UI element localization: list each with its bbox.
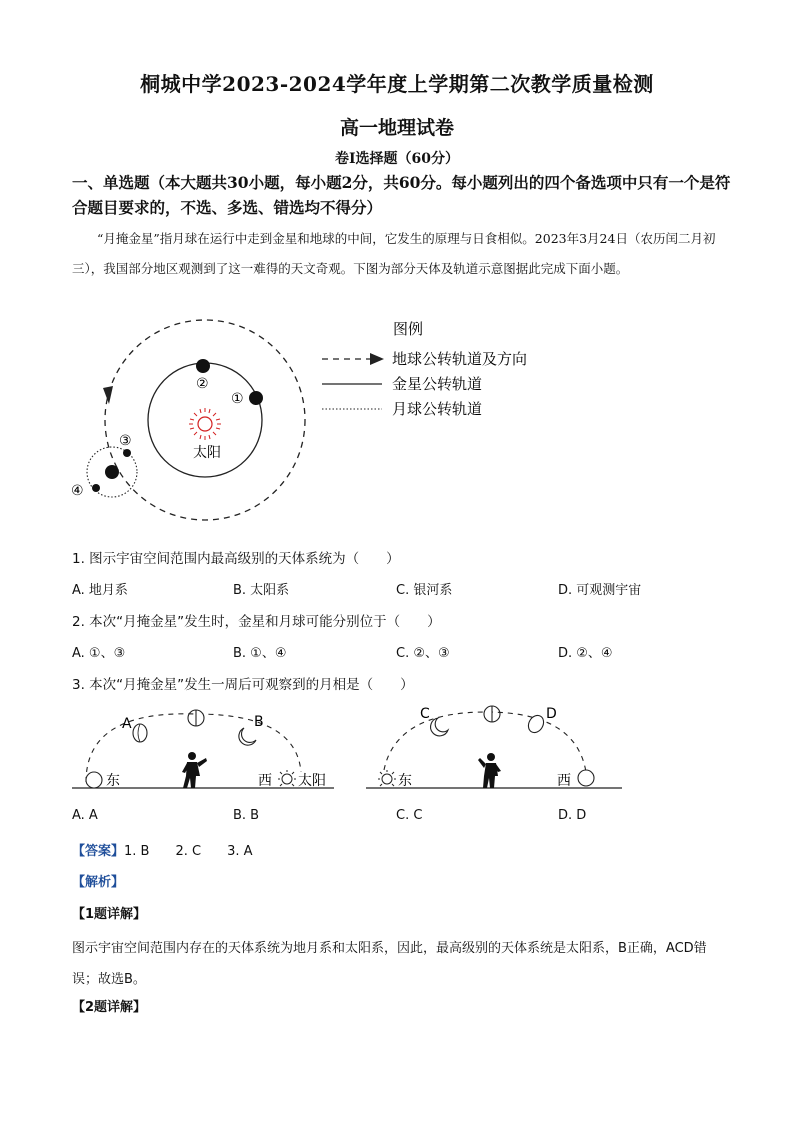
q1-detail-text: 图示宇宙空间范围内存在的天体系统为地月系和太阳系，因此，最高级别的天体系统是太阳系，B正确，ACD错误；故选B。 [72,941,707,987]
moon-phase-panel-right [366,706,622,789]
venus-position-2 [196,359,210,373]
label-b: B [254,714,264,730]
sun-east-icon [378,770,396,786]
q1-option-c: C. 银河系 [396,583,453,598]
half-moon-right-icon [484,706,500,722]
q3-option-a: A. A [72,808,98,823]
observer-left-icon [182,752,207,788]
q2-option-b: B. ①、④ [233,646,287,661]
question-2-stem: 2. 本次“月掩金星”发生时，金星和月球可能分别位于（ ） [72,614,441,630]
observer-right-icon [478,753,501,788]
analysis-tag: 【解析】 [72,875,125,890]
q1-option-b: B. 太阳系 [233,583,290,598]
q2-option-d: D. ②、④ [558,646,613,661]
sun-label: 太阳 [193,445,221,461]
half-moon-left-icon [188,710,204,726]
q2-option-a: A. ①、③ [72,646,126,661]
exam-subtitle: 高一地理试卷 [339,117,454,139]
question-3-stem: 3. 本次“月掩金星”发生一周后可观察到的月相是（ ） [72,677,414,693]
east-label-right: 东 [398,773,412,789]
label-d: D [546,706,557,722]
answer-text: 1. B 2. C 3. A [124,844,253,859]
legend-moon-label: 月球公转轨道 [392,400,483,418]
earth-orbit [105,320,305,520]
exam-title: 桐城中学2023-2024学年度上学期第二次教学质量检测 [140,72,654,96]
full-moon-west-icon [578,770,594,786]
q1-detail-tag: 【1题详解】 [72,907,147,922]
earth-orbit-arrow [103,386,113,404]
moon-phase-c-icon [431,718,448,736]
q3-option-d: D. D [558,808,587,823]
legend-arrow [370,353,384,365]
q3-option-c: C. C [396,808,423,823]
q1-option-a: A. 地月系 [72,583,128,598]
answer-tag: 【答案】 [72,844,125,859]
east-label-left: 东 [106,773,120,789]
moon-position-3 [123,449,131,457]
q2-option-c: C. ②、③ [396,646,450,661]
sun-label-left: 太阳 [298,773,326,789]
west-label-right: 西 [557,773,571,789]
legend-earth-label: 地球公转轨道及方向 [392,350,528,368]
moon-phase-panel-left [72,710,334,789]
mark-3: ③ [119,433,132,449]
west-label-left: 西 [258,773,272,789]
moon-position-4 [92,484,100,492]
label-a: A [122,716,132,732]
q2-detail-tag: 【2题详解】 [72,1000,147,1015]
passage-text: “月掩金星”指月球在运行中走到金星和地球的中间，它发生的原理与日食相似。2023年3月24日（农历闰二月初三），我国部分地区观测到了这一难得的天文奇观。下图为部分天体及轨道示意图据此完成下面小题。 [72,231,716,276]
label-c: C [420,706,430,722]
moon-phase-a-icon [133,724,147,742]
mark-1: ① [231,391,244,407]
mark-2: ② [196,376,209,392]
section-heading: 一、单选题（本大题共30小题，每小题2分，共60分。每小题列出的四个备选项中只有一个是符合题目要求的，不选、多选、错选均不得分） [72,173,731,217]
moon-phase-b-icon [239,728,256,745]
part-heading: 卷Ⅰ选择题（60分） [334,151,460,167]
sun-icon [189,408,221,440]
q3-option-b: B. B [233,808,260,823]
question-1-stem: 1. 图示宇宙空间范围内最高级别的天体系统为（ ） [72,551,400,567]
orbit-diagram [60,312,560,537]
venus-position-1 [249,391,263,405]
q1-option-d: D. 可观测宇宙 [558,583,642,598]
legend-venus-label: 金星公转轨道 [392,375,483,393]
earth-position [105,465,119,479]
mark-4: ④ [71,483,84,499]
full-moon-east-icon [86,772,102,788]
sun-west-icon [278,770,296,786]
moon-phase-diagram [66,700,636,800]
answer-line [72,840,253,859]
legend-title: 图例 [393,320,424,338]
